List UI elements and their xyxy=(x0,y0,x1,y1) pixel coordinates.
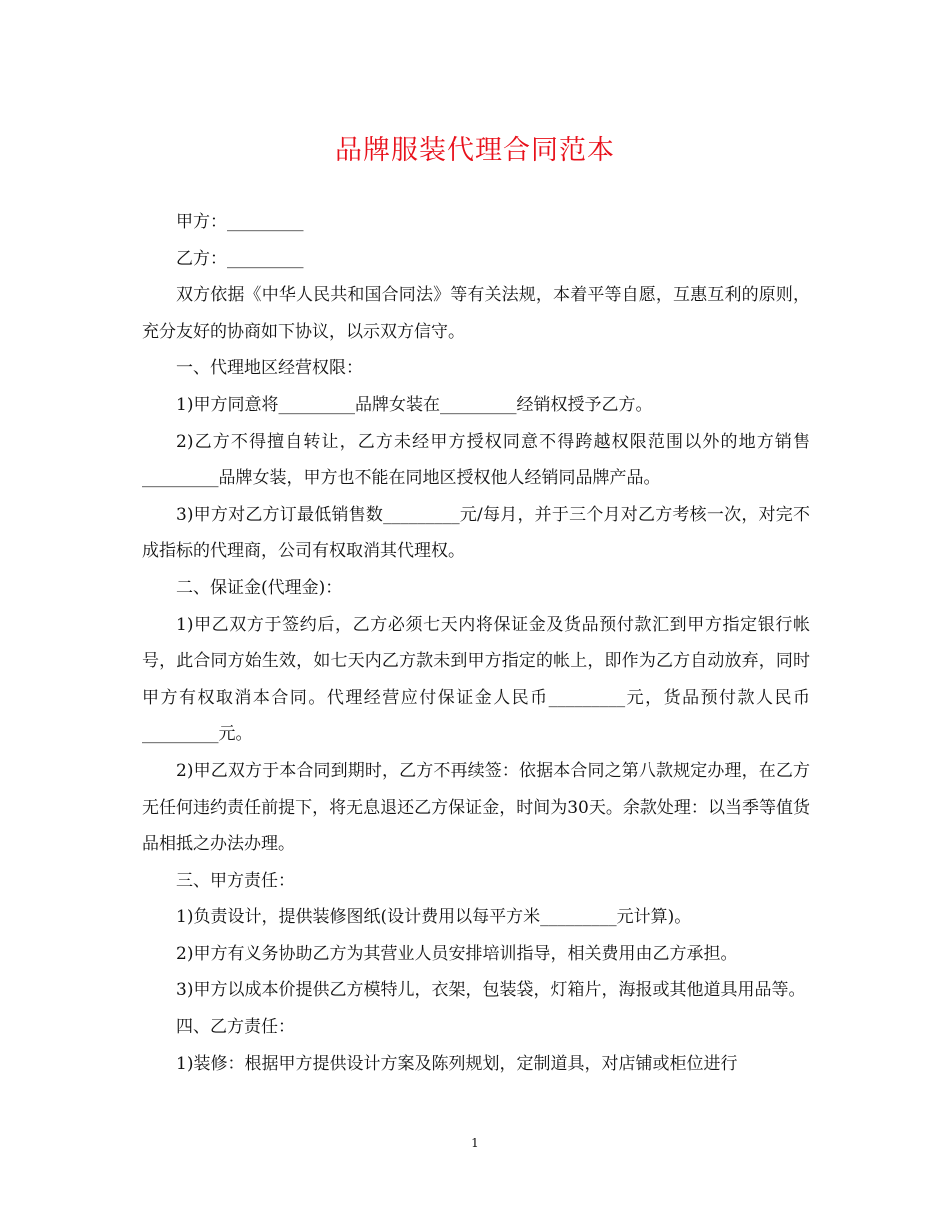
section-heading-4: 四、乙方责任： xyxy=(176,1017,295,1038)
preamble-paragraph: 双方依据《中华人民共和国合同法》等有关法规，本着平等自愿，互惠互利的原则，充分友好的协商如下协议，以示双方信守。 xyxy=(142,285,810,342)
section-heading-2: 二、保证金(代理金)： xyxy=(176,577,343,598)
clause-3-2: 2)甲方有义务协助乙方为其营业人员安排培训指导，相关费用由乙方承担。 xyxy=(176,943,738,964)
clause-1-3: 3)甲方对乙方订最低销售数_________元/每月，并于三个月对乙方考核一次，对完不成指标的代理商，公司有权取消其代理权。 xyxy=(142,504,810,562)
party-b-line: 乙方：_________ xyxy=(176,248,304,269)
clause-2-2: 2)甲乙双方于本合同到期时，乙方不再续签：依据本合同之第八款规定办理，在乙方无任何违约责任前提下，将无息退还乙方保证金，时间为30天。余款处理：以当季等值货品相抵之办法办理。 xyxy=(142,760,810,855)
clause-1-2: 2)乙方不得擅自转让，乙方未经甲方授权同意不得跨越权限范围以外的地方销售_________品牌女装，甲方也不能在同地区授权他人经销同品牌产品。 xyxy=(142,431,810,489)
section-heading-1: 一、代理地区经营权限： xyxy=(176,358,363,379)
section-heading-3: 三、甲方责任： xyxy=(176,870,295,891)
document-body xyxy=(142,204,810,1082)
party-a-line: 甲方：_________ xyxy=(176,212,304,232)
clause-3-3: 3)甲方以成本价提供乙方模特儿，衣架，包装袋，灯箱片，海报或其他道具用品等。 xyxy=(176,980,806,1001)
document-title: 品牌服装代理合同范本 xyxy=(335,135,615,166)
page-number: 1 xyxy=(471,1136,479,1150)
clause-1-1: 1)甲方同意将_________品牌女装在_________经销权授予乙方。 xyxy=(176,394,653,415)
clause-4-1: 1)装修：根据甲方提供设计方案及陈列规划，定制道具，对店铺或柜位进行 xyxy=(176,1053,738,1074)
clause-3-1: 1)负责设计，提供装修图纸(设计费用以每平方米_________元计算)。 xyxy=(176,907,692,928)
clause-2-1: 1)甲乙双方于签约后，乙方必须七天内将保证金及货品预付款汇到甲方指定银行帐号，此合同方始生效，如七天内乙方款未到甲方指定的帐上，即作为乙方自动放弃，同时甲方有权取消本合同。代理经营应付保证金人民币_________元，货品预付款人民币_________元。 xyxy=(142,614,810,745)
